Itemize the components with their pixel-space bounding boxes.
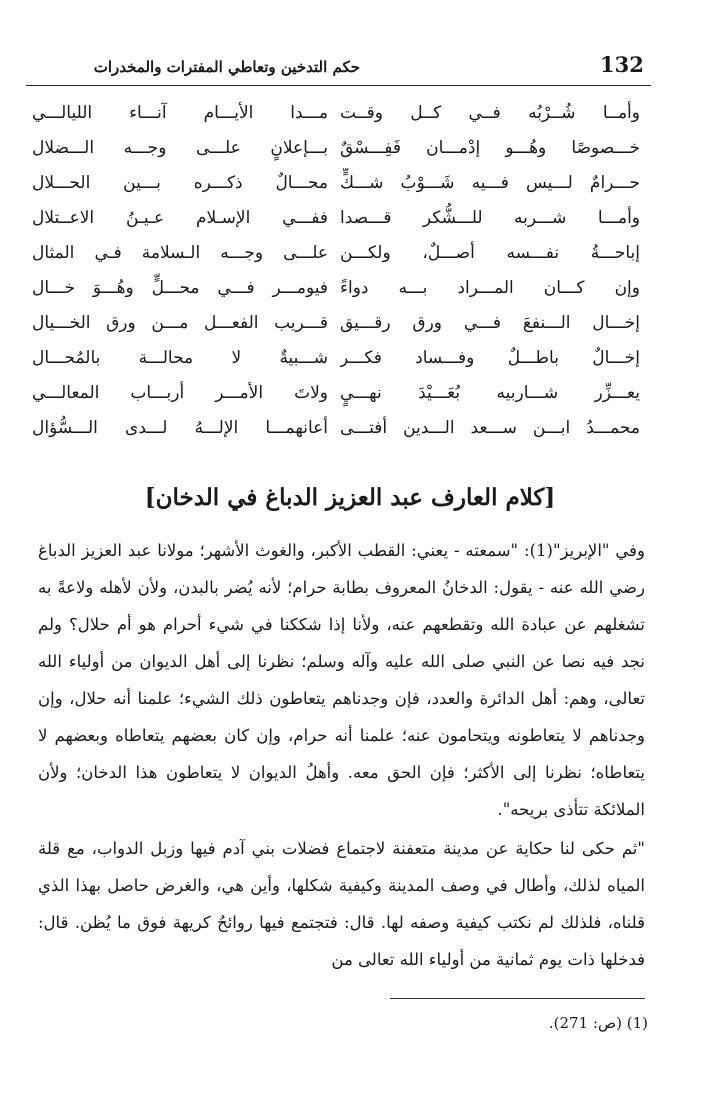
verse-first-hemistich: وأمــا شُــرْبُه فــي كــل وقــت <box>340 103 640 123</box>
verse-second-hemistich: شـــبيةٌ لا محالـــة بالمُحـــال <box>32 348 328 368</box>
footnote: (1) (ص: 271). <box>548 1014 648 1032</box>
verse-second-hemistich: محـــالٌ ذكـــره بـــين الحـــلال <box>32 173 328 193</box>
verse-first-hemistich: محمـــدُ ابـــن ســـعد الـــدين أفتـــى <box>340 418 640 438</box>
body-paragraph: "ثم حكى لنا حكاية عن مدينة متعفنة لاجتماع فضلات بني آدم فيها وزبل الدواب، مع قلة المياه لذلك، وأطال في وصف المدينة وكيفية شكلها، وأين هي، والغرض حاصل بهذا الذي قلناه، فلذلك لم نكتب كيفية وصفه لها. قال: فتجتمع فيها روائحُ كريهة فوق ما يُظن. قال: فدخلها ذات يوم ثمانية من أولياء الله تعالى من <box>38 839 645 969</box>
verse-first-hemistich: إخـــالٌ باطـــلٌ وفـــساد فكـــر <box>340 348 640 368</box>
verse-first-hemistich: حـــرامٌ لـــيس فـــيه شَـــوْبُ شـــكٍّ <box>340 173 640 193</box>
verse-row <box>0 238 703 268</box>
verse-row <box>0 98 703 128</box>
verse-first-hemistich: يعـــزِّر شـــاربيه بُعَـــيْدَ نهـــيٍ <box>340 383 640 403</box>
verse-first-hemistich: وإن كـــان المـــراد بـــه دواءً <box>340 278 640 298</box>
verse-second-hemistich: فيومـــر فـــي محـــلٍّ وهُـــوَ خـــال <box>32 278 328 298</box>
verse-row <box>0 168 703 198</box>
body-paragraph: وفي "الإبريز"(1): "سمعته - يعني: القطب الأكبر، والغوث الأشهر؛ مولانا عبد العزيز الدباغ رضي الله عنه - يقول: الدخانُ المعروف بطابة حرام؛ لأنه يُضر بالبدن، ولأن لأهله ولاعةً به تشغلهم عن عبادة الله وتقطعهم عنه، ولأنا إذا شككنا في شيء أحرام هو أم حلال؟ ولم نجد فيه نصا عن النبي صلى الله عليه وآله وسلم؛ نظرنا إلى أهل الديوان من أولياء الله تعالى، وهم: أهل الدائرة والعدد، فإن وجدناهم يتعاطون ذلك الشيء؛ علمنا أنه حلال، وإن وجدناهم لا يتعاطونه ويتحامون عنه؛ علمنا أنه حرام، وإن كان بعضهم يتعاطاه وبعضهم لا يتعاطاه؛ نظرنا إلى الأكثر؛ فإن الحق معه. وأهلُ الديوان لا يتعاطون هذا الدخان؛ ولأن الملائكة تتأذى بريحه". <box>38 541 645 819</box>
verse-second-hemistich: ففـــي الإسـلام عـيـنُ الاعــتلال <box>32 208 328 228</box>
verse-first-hemistich: إخـــال الـــنفعَ فـــي ورق رقـــيق <box>340 313 640 333</box>
verse-first-hemistich: خـــصوصًا وهُـــو إدْمـــان فَفِـــسْقٌ <box>340 138 640 158</box>
verse-first-hemistich: وأمـــا شـــربه للـــشُّكر قـــصدا <box>340 208 640 228</box>
header-rule <box>26 85 651 86</box>
verse-second-hemistich: أعانهمـــا الإلـــهُ لـــدى الـــسُّؤال <box>32 418 328 438</box>
verse-second-hemistich: قـــريب الفعـــل مـــن ورق الخـــيال <box>32 313 328 333</box>
footnote-separator <box>390 998 645 999</box>
verse-second-hemistich: ولاتَ الأمـــر أربـــاب المعالـــي <box>32 383 328 403</box>
verse-row <box>0 413 703 443</box>
verse-second-hemistich: مـــدا الأيـــام آنـــاء الليالـــي <box>32 103 328 123</box>
verse-row <box>0 343 703 373</box>
verse-row <box>0 308 703 338</box>
running-title: حكم التدخين وتعاطي المفترات والمخدرات <box>93 58 360 76</box>
verse-row <box>0 133 703 163</box>
section-title: [كلام العارف عبد العزيز الدباغ في الدخان] <box>144 484 556 511</box>
verse-second-hemistich: علـــى وجـــه الـسلامة فـي المثال <box>32 243 328 263</box>
verse-first-hemistich: إباحـــةُ نفـــسه أصـــلٌ، ولكـــن <box>340 243 640 263</box>
verse-row <box>0 378 703 408</box>
verse-row <box>0 273 703 303</box>
page-number: 132 <box>600 52 644 77</box>
verse-row <box>0 203 703 233</box>
verse-second-hemistich: بـــإعلانٍ علـــى وجـــه الـــضلال <box>32 138 328 158</box>
